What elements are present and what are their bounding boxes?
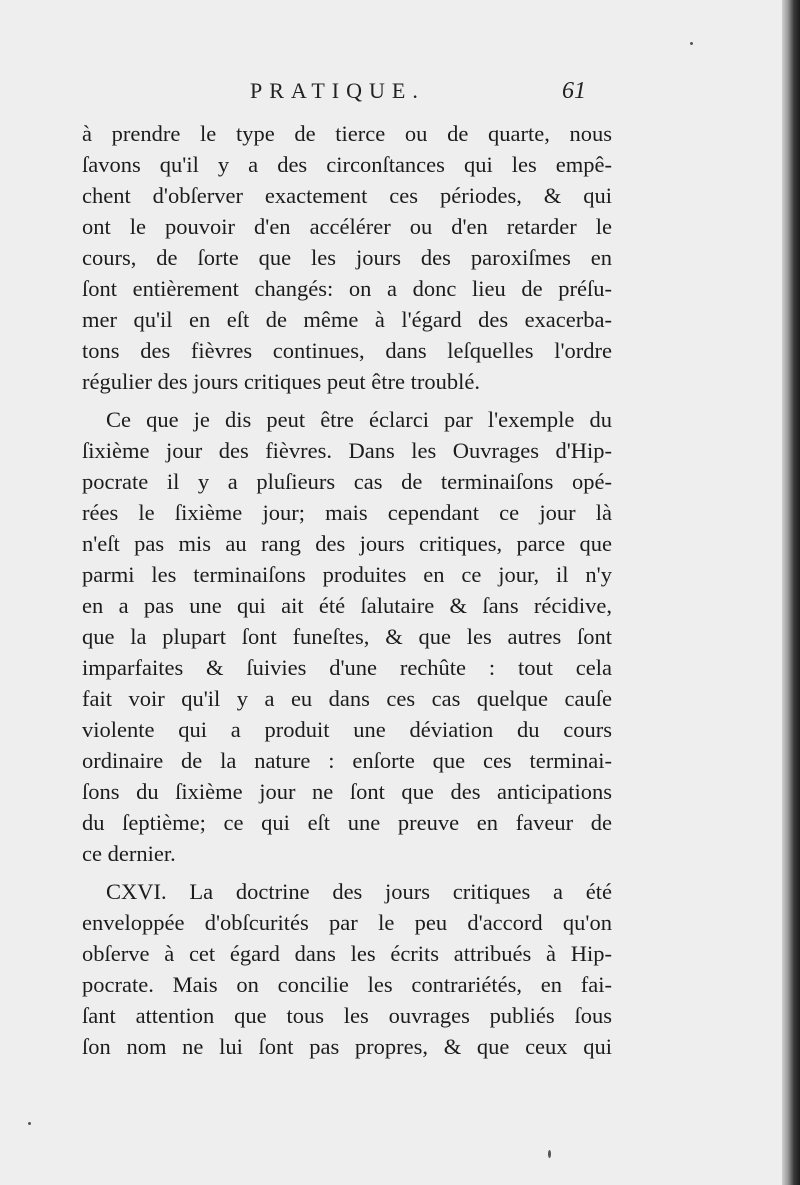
paper-speck [548,1150,551,1158]
text-line: ce dernier. [82,841,176,866]
text-line: Ce que je dis peut être éclarci par l'exemple du [106,407,612,432]
text-line: ſons du ſixième jour ne ſont que des anticipations [82,779,612,804]
book-binding-edge [782,0,800,1185]
text-line: ordinaire de la nature : enſorte que ces terminai- [82,748,612,773]
text-line: cours, de ſorte que les jours des paroxiſmes en [82,245,612,270]
text-line: ſon nom ne lui ſont pas propres, & que ceux qui [82,1034,612,1059]
text-line: tons des fièvres continues, dans leſquelles l'ordre [82,338,612,363]
text-line: chent d'obſerver exactement ces périodes, & qui [82,183,612,208]
paper-speck [690,42,693,45]
text-line: ſixième jour des fièvres. Dans les Ouvrages d'Hip- [82,438,612,463]
text-line: CXVI. La doctrine des jours critiques a été [106,879,612,904]
text-line: violente qui a produit une déviation du cours [82,717,612,742]
text-line: fait voir qu'il y a eu dans ces cas quelque cauſe [82,686,612,711]
text-line: mer qu'il en eſt de même à l'égard des exacerba- [82,307,612,332]
paragraph-2 [82,404,612,869]
text-line: obſerve à cet égard dans les écrits attribués à Hip- [82,941,612,966]
running-head: PRATIQUE. [250,78,425,103]
text-line: que la plupart ſont funeſtes, & que les autres ſont [82,624,612,649]
page-header [0,78,800,112]
text-line: régulier des jours critiques peut être troublé. [82,369,480,394]
text-line: ſont entièrement changés: on a donc lieu de préſu- [82,276,612,301]
text-line: ont le pouvoir d'en accélérer ou d'en retarder le [82,214,612,239]
paper-speck [28,1122,31,1125]
text-line: du ſeptième; ce qui eſt une preuve en faveur de [82,810,612,835]
text-line: n'eſt pas mis au rang des jours critiques, parce que [82,531,612,556]
text-line: en a pas une qui ait été ſalutaire & ſans récidive, [82,593,612,618]
page-number: 61 [562,78,586,104]
text-line: enveloppée d'obſcurités par le peu d'accord qu'on [82,910,612,935]
paragraph-3 [82,876,612,1062]
text-line: imparfaites & ſuivies d'une rechûte : tout cela [82,655,612,680]
text-line: pocrate il y a pluſieurs cas de terminaiſons opé- [82,469,612,494]
text-line: ſant attention que tous les ouvrages publiés ſous [82,1003,612,1028]
paragraph-1 [82,118,612,397]
text-line: ſavons qu'il y a des circonſtances qui les empê- [82,152,612,177]
text-line: pocrate. Mais on concilie les contrariétés, en fai- [82,972,612,997]
text-line: parmi les terminaiſons produites en ce jour, il n'y [82,562,612,587]
body-text [82,118,612,1062]
text-line: à prendre le type de tierce ou de quarte, nous [82,121,612,146]
text-line: rées le ſixième jour; mais cependant ce jour là [82,500,612,525]
